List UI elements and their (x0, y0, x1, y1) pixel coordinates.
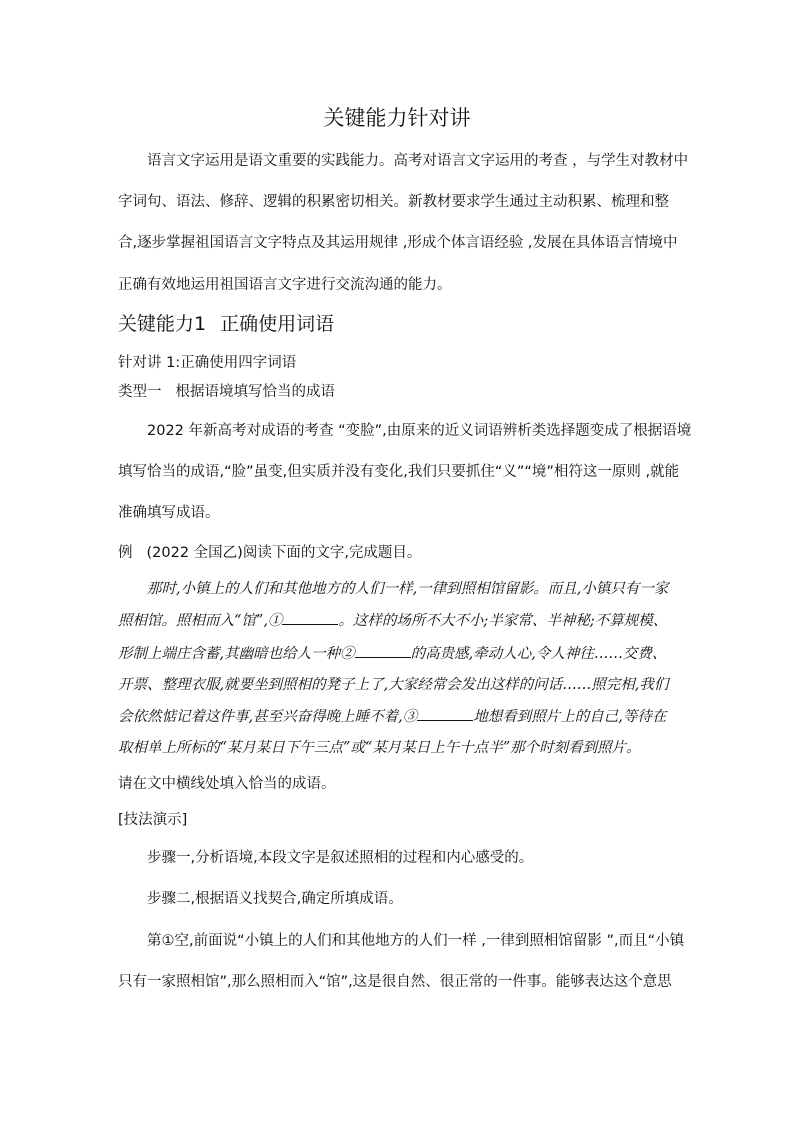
passage-text: 的高贵感,牵动人心,令人神往……交费、 (410, 646, 667, 662)
passage-line: 取相单上所标的“某月某日下午三点”或“某月某日上午十点半”那个时刻看到照片。 (118, 740, 641, 756)
passage-text: 照相馆。照相而入“馆”,① (118, 613, 283, 629)
type-heading (118, 382, 678, 402)
intro-line: 合,逐步掌握祖国语言文字特点及其运用规律 ,形成个体言语经验 ,发展在具体语言情境中 (118, 235, 678, 251)
example-label: 例 (118, 545, 133, 561)
question-prompt: 请在文中横线处填入恰当的成语。 (118, 776, 336, 792)
section-heading (118, 314, 678, 334)
type-name: 根据语境填写恰当的成语 (175, 384, 335, 400)
step-line: 步骤二,根据语义找契合,确定所填成语。 (147, 891, 403, 907)
analysis-line: 第①空,前面说“小镇上的人们和其他地方的人们一样 ,一律到照相馆留影 ”,而且“小镇 (147, 933, 685, 949)
passage-text: 。这样的场所不大不小;半家常、半神秘;不算规模、 (338, 613, 668, 629)
passage-text: 地想看到照片上的自己,等待在 (473, 709, 667, 725)
blank-3 (417, 706, 473, 721)
explain-line: 2022 年新高考对成语的考查 “变脸”,由原来的近义词语辨析类选择题变成了根据语境 (147, 423, 692, 439)
analysis-line: 只有一家照相馆”,那么照相而入“馆”,这是很自然、很正常的一件事。能够表达这个意思 (118, 974, 672, 990)
blank-1 (282, 610, 338, 625)
intro-line: 字词句、语法、修辞、逻辑的积累密切相关。新教材要求学生通过主动积累、梳理和整 (118, 194, 669, 210)
passage-line: 那时,小镇上的人们和其他地方的人们一样,一律到照相馆留影。而且,小镇只有一家 (147, 581, 669, 597)
intro-line: 正确有效地运用祖国语言文字进行交流沟通的能力。 (118, 277, 452, 293)
section-label: 关键能力1 (118, 313, 207, 335)
section-name: 正确使用词语 (220, 313, 335, 335)
example-line (118, 543, 678, 563)
explain-line: 准确填写成语。 (118, 505, 220, 521)
passage-line (118, 610, 678, 631)
type-label: 类型一 (118, 384, 162, 400)
passage-line (118, 706, 678, 727)
technique-heading: [技法演示] (118, 812, 188, 828)
subsection-heading: 针对讲 1:正确使用四字词语 (118, 355, 297, 371)
page-title: 关键能力针对讲 (323, 106, 471, 130)
blank-2 (355, 643, 411, 658)
intro-line: 语言文字运用是语文重要的实践能力。高考对语言文字运用的考查 ，与学生对教材中 (147, 153, 689, 169)
passage-text: 会依然惦记着这件事,甚至兴奋得晚上睡不着,③ (118, 709, 418, 725)
passage-line: 开票、整理衣服,就要坐到照相的凳子上了,大家经常会发出这样的问话……照完相,我们 (118, 677, 669, 693)
passage-text: 形制上端庄含蓄,其幽暗也给人一种② (118, 646, 355, 662)
step-line: 步骤一,分析语境,本段文字是叙述照相的过程和内心感受的。 (147, 850, 534, 866)
explain-line: 填写恰当的成语,“脸”虽变,但实质并没有变化,我们只要抓住“义”“境”相符这一原则 ,就能 (118, 464, 680, 480)
passage-line (118, 643, 678, 664)
example-source: (2022 全国乙)阅读下面的文字,完成题目。 (146, 545, 422, 561)
